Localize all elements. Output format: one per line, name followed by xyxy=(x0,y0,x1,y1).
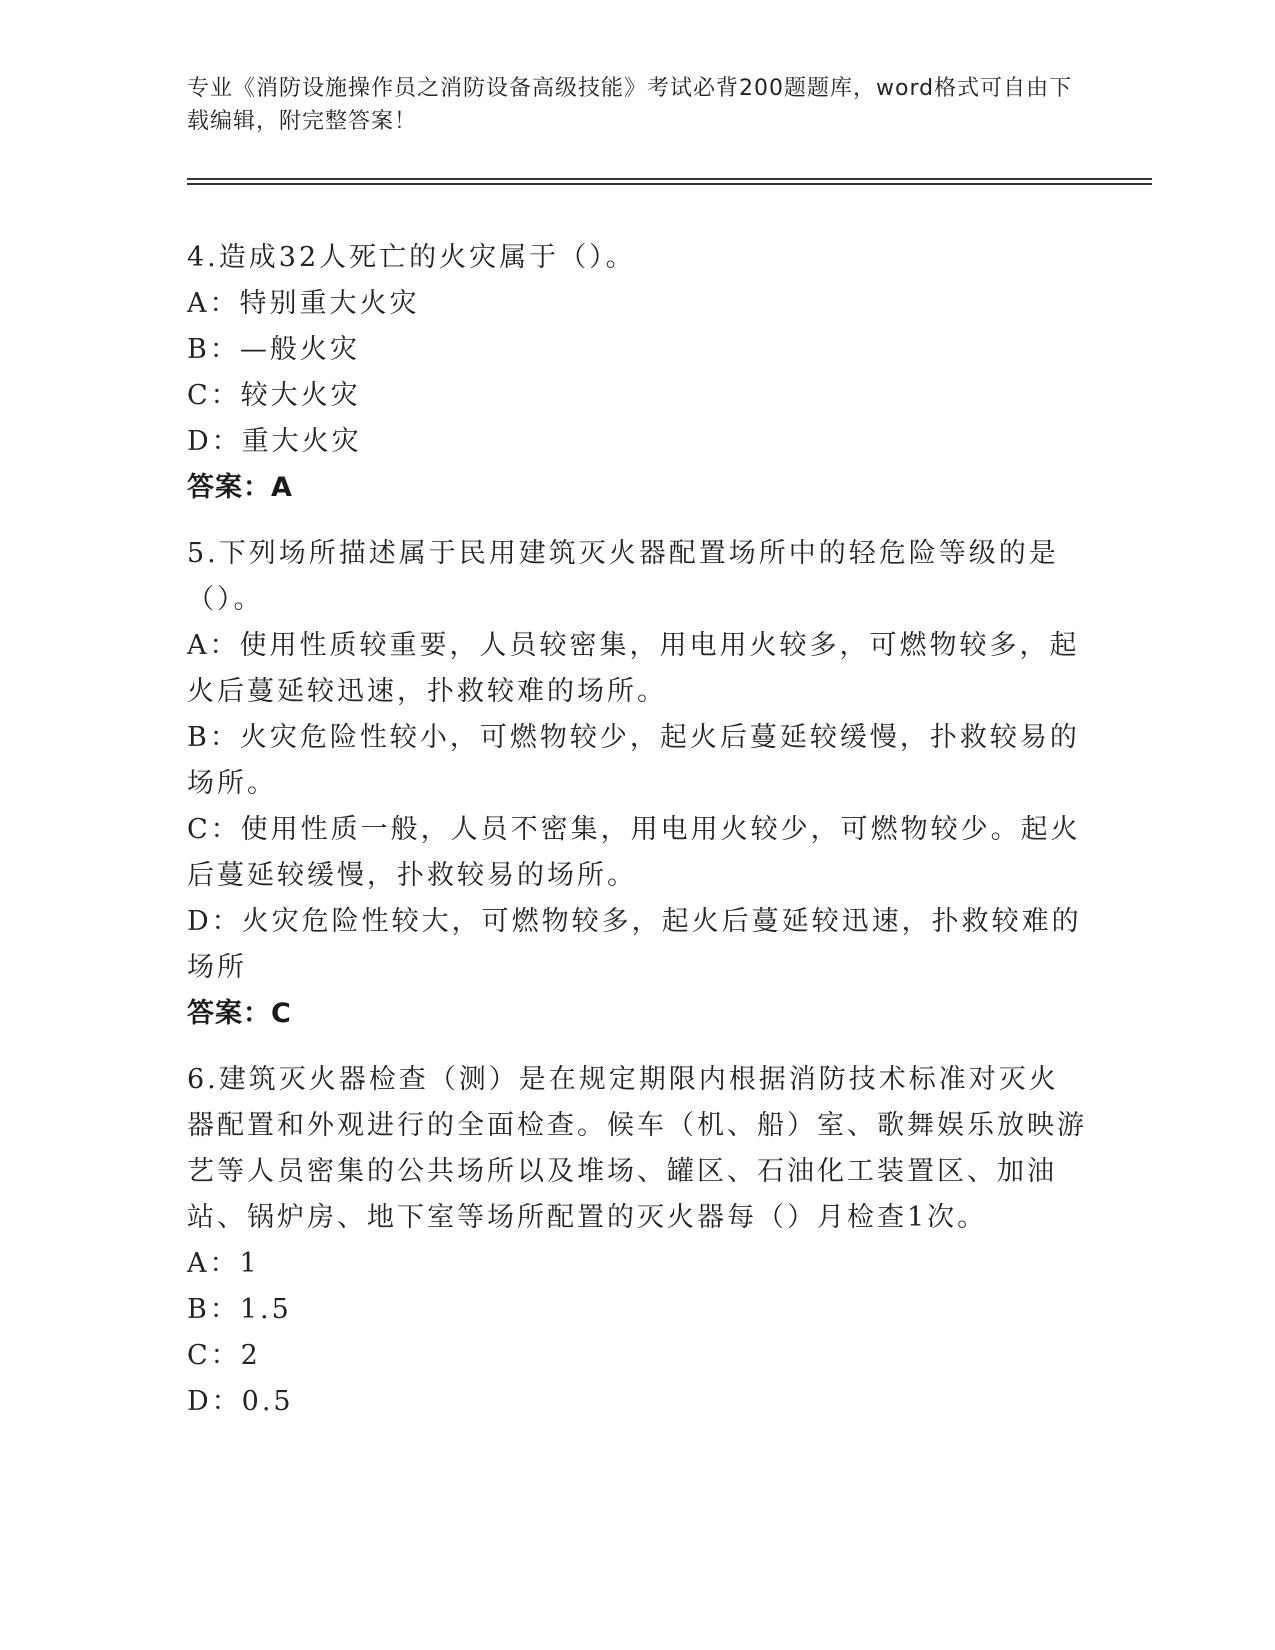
question-5 xyxy=(187,531,1087,1037)
question-stem: 5.下列场所描述属于民用建筑灭火器配置场所中的轻危险等级的是（）。 xyxy=(187,538,1059,615)
option-a: A：特别重大火灾 xyxy=(187,288,420,319)
option-d: D：0.5 xyxy=(187,1386,294,1417)
option-b: B：1.5 xyxy=(187,1294,292,1325)
question-stem: 6.建筑灭火器检查（测）是在规定期限内根据消防技术标准对灭火器配置和外观进行的全面检查。候车（机、船）室、歌舞娱乐放映游艺等人员密集的公共场所以及堆场、罐区、石油化工装置区、加油站、锅炉房、地下室等场所配置的灭火器每（）月检查1次。 xyxy=(187,1064,1087,1233)
option-c: C：2 xyxy=(187,1340,261,1371)
question-stem: 4.造成32人死亡的火灾属于（）。 xyxy=(187,242,636,273)
header-divider-top xyxy=(187,178,1152,180)
question-6 xyxy=(187,1057,1087,1425)
option-c: C：较大火灾 xyxy=(187,380,361,411)
option-b: B：—般火灾 xyxy=(187,334,360,365)
answer-line: 答案：C xyxy=(187,998,292,1029)
option-d: D：火灾危险性较大，可燃物较多，起火后蔓延较迅速，扑救较难的场所 xyxy=(187,906,1082,983)
option-c: C：使用性质一般，人员不密集，用电用火较少，可燃物较少。起火后蔓延较缓慢，扑救较易的场所。 xyxy=(187,814,1081,891)
option-d: D：重大火灾 xyxy=(187,426,362,457)
answer-line: 答案：A xyxy=(187,472,293,503)
header-intro-text: 专业《消防设施操作员之消防设备高级技能》考试必背200题题库，word格式可自由下载编辑，附完整答案！ xyxy=(187,76,1073,134)
question-list xyxy=(187,235,1087,1445)
option-a: A：使用性质较重要，人员较密集，用电用火较多，可燃物较多，起火后蔓延较迅速，扑救较难的场所。 xyxy=(187,630,1080,707)
option-b: B：火灾危险性较小，可燃物较少，起火后蔓延较缓慢，扑救较易的场所。 xyxy=(187,722,1080,799)
document-header xyxy=(187,72,1077,138)
header-divider-bottom xyxy=(187,183,1152,185)
option-a: A：1 xyxy=(187,1248,260,1279)
question-4 xyxy=(187,235,1087,511)
